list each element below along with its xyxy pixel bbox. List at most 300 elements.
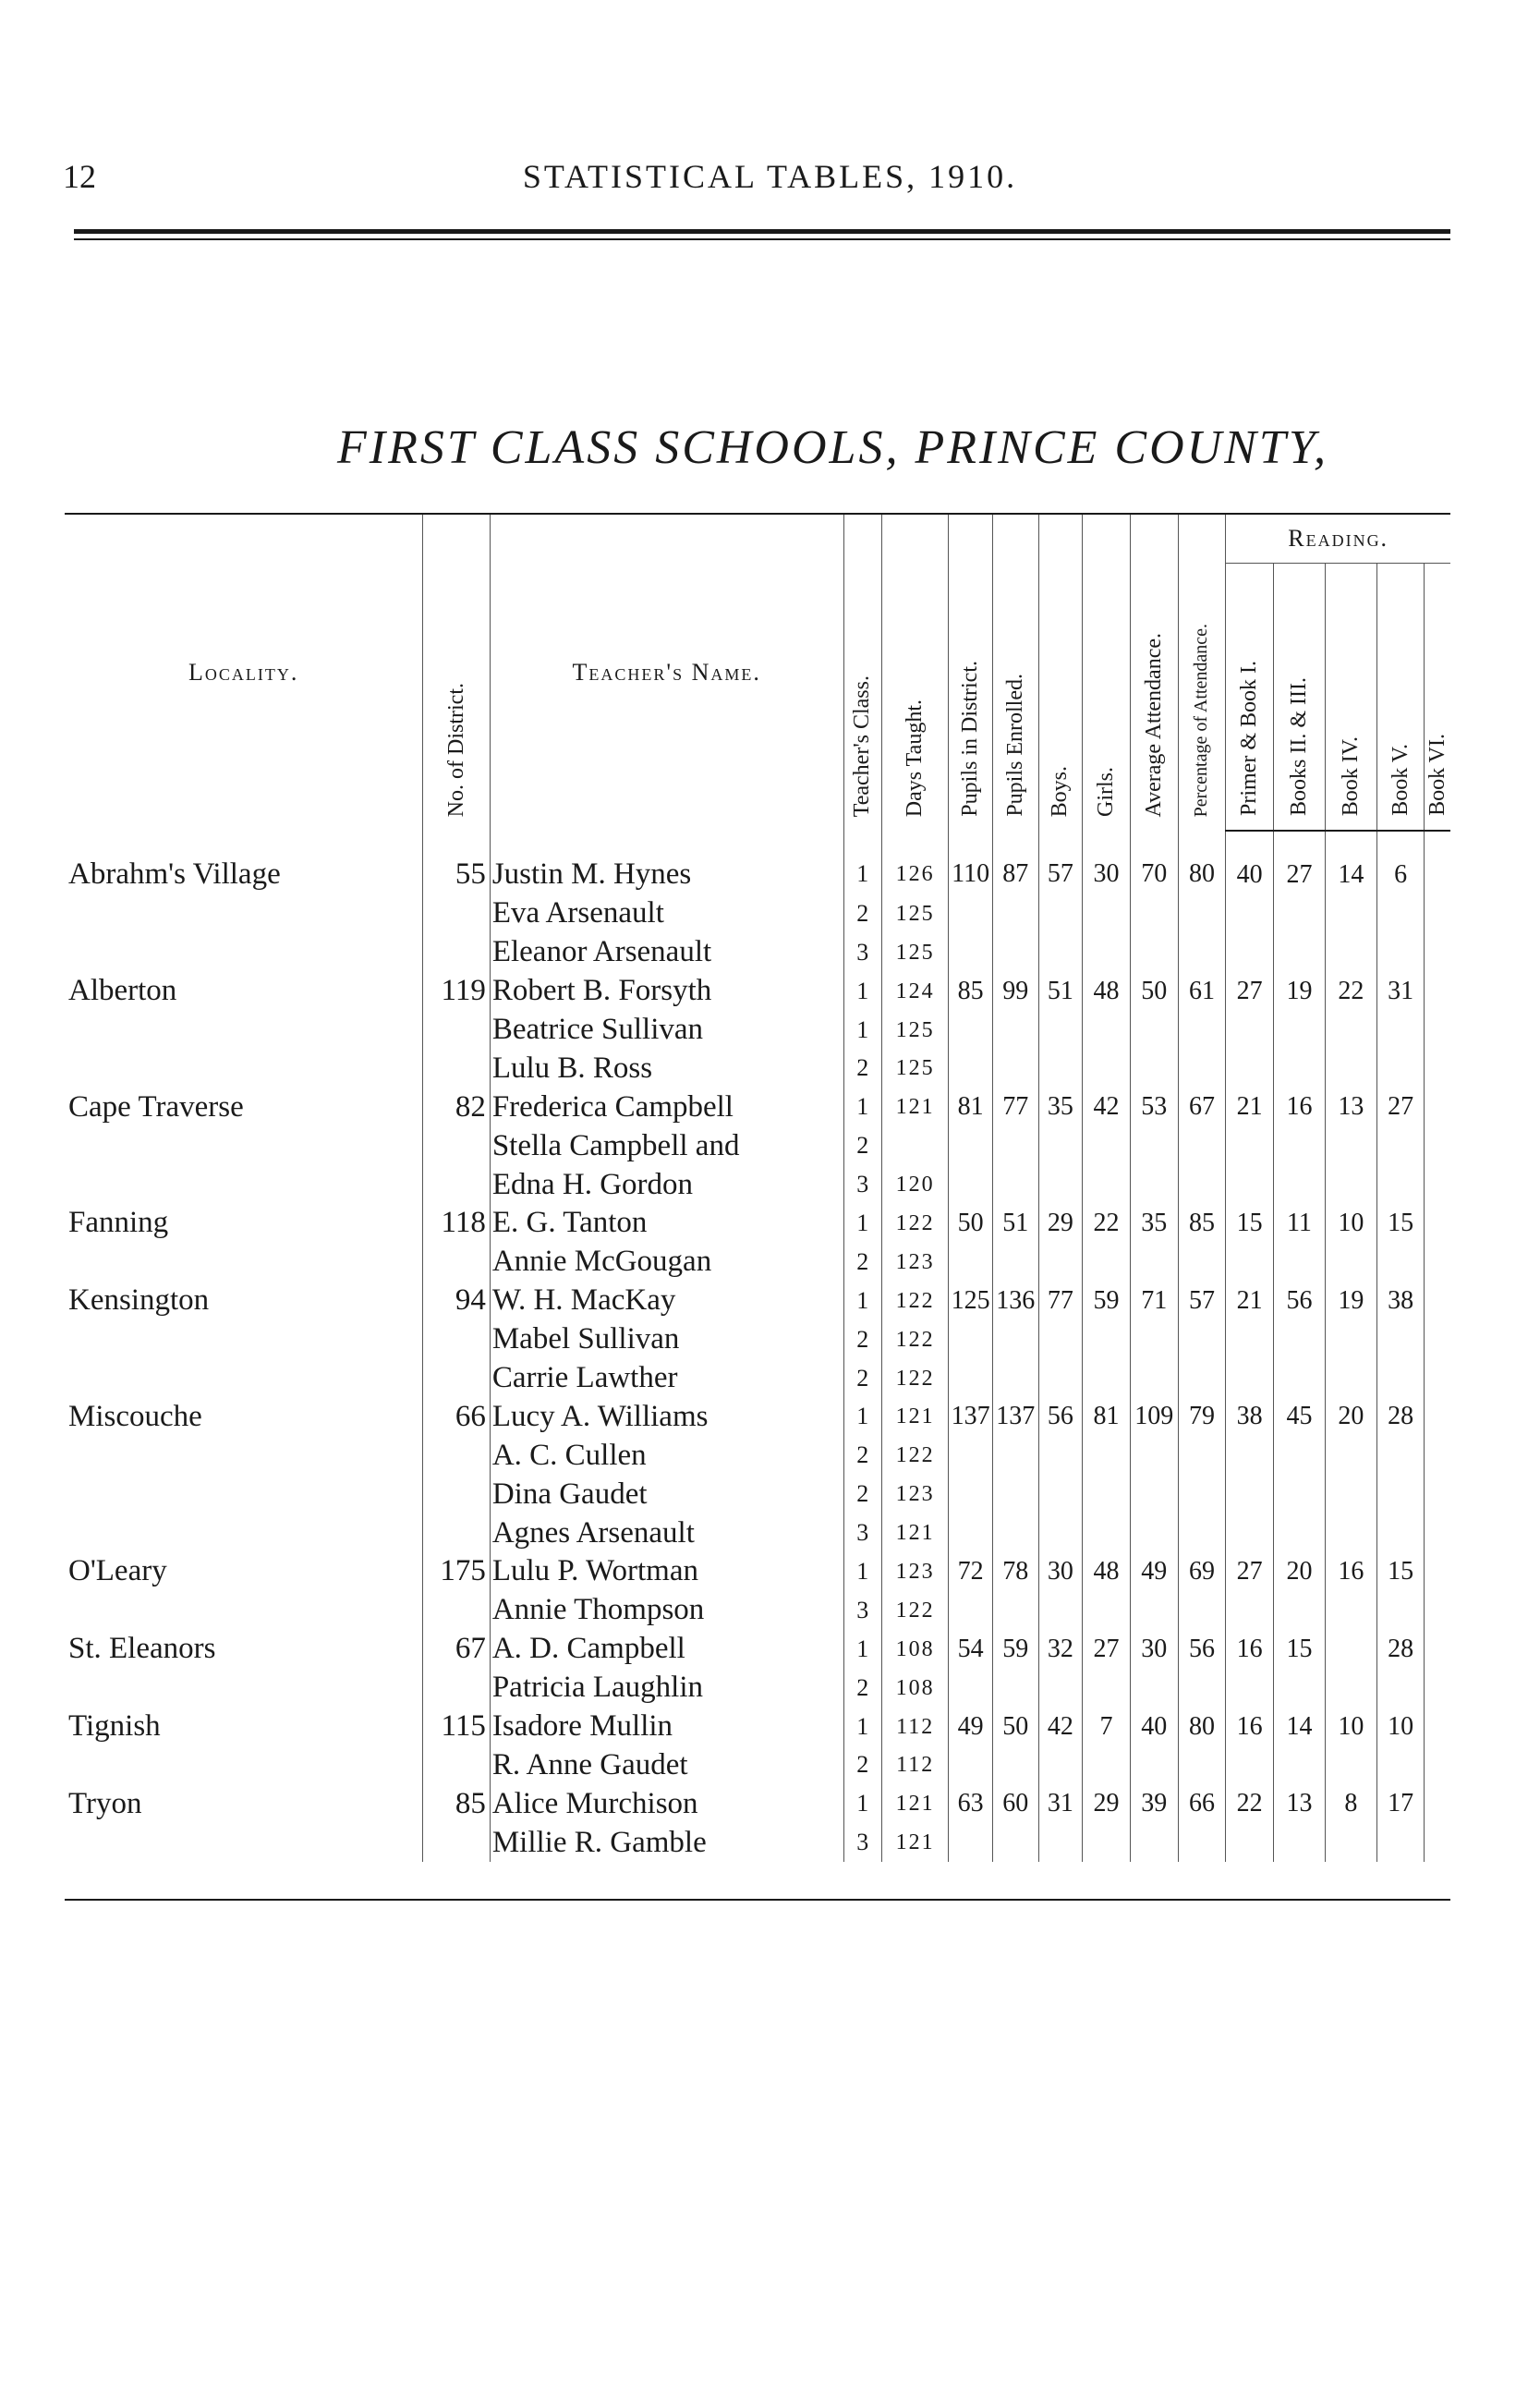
percentage-attendance-cell — [1178, 1320, 1226, 1359]
table-row — [65, 894, 1450, 933]
book-5-cell — [1376, 1436, 1425, 1475]
days-taught-cell: 121 — [881, 1784, 948, 1823]
locality-cell — [65, 1359, 423, 1398]
average-attendance-cell — [1130, 1359, 1178, 1398]
book-5-cell: 38 — [1376, 1282, 1425, 1320]
primer-book-1-cell: 16 — [1226, 1630, 1274, 1669]
boys-cell — [1038, 1745, 1083, 1784]
pupils-in-district-cell: 110 — [949, 831, 993, 894]
pupils-in-district-cell — [949, 1513, 993, 1552]
book-4-cell — [1325, 1669, 1376, 1708]
book-4-cell — [1325, 1359, 1376, 1398]
pupils-enrolled-cell: 51 — [992, 1204, 1038, 1243]
book-4-cell — [1325, 1436, 1376, 1475]
days-taught-cell: 122 — [881, 1320, 948, 1359]
district-no-cell: 85 — [423, 1784, 490, 1823]
pupils-in-district-cell — [949, 933, 993, 972]
average-attendance-cell: 50 — [1130, 972, 1178, 1011]
locality-cell — [65, 1165, 423, 1204]
table-row — [65, 1630, 1450, 1669]
average-attendance-cell — [1130, 1475, 1178, 1513]
average-attendance-cell: 40 — [1130, 1708, 1178, 1746]
girls-cell — [1083, 894, 1131, 933]
percentage-attendance-cell: 66 — [1178, 1784, 1226, 1823]
teacher-name-cell: Lulu P. Wortman — [490, 1552, 843, 1591]
table-row — [65, 933, 1450, 972]
average-attendance-cell — [1130, 1165, 1178, 1204]
teacher-name-cell: A. C. Cullen — [490, 1436, 843, 1475]
book-5-cell: 27 — [1376, 1088, 1425, 1126]
locality-cell: Kensington — [68, 1283, 210, 1318]
teacher-name-cell: Beatrice Sullivan — [490, 1011, 843, 1050]
teacher-name-cell: Mabel Sullivan — [490, 1320, 843, 1359]
books-2-3-cell — [1274, 1243, 1326, 1282]
book-4-cell — [1325, 933, 1376, 972]
girls-cell — [1083, 1126, 1131, 1165]
locality-cell — [65, 894, 423, 933]
average-attendance-cell: 53 — [1130, 1088, 1178, 1126]
header-girls: Girls. — [1083, 514, 1131, 831]
girls-cell: 81 — [1083, 1397, 1131, 1436]
table-row — [65, 1243, 1450, 1282]
primer-book-1-cell — [1226, 933, 1274, 972]
locality-cell: Alberton — [68, 974, 177, 1008]
locality-cell — [65, 1320, 423, 1359]
pupils-enrolled-cell: 87 — [992, 831, 1038, 894]
boys-cell — [1038, 1243, 1083, 1282]
teacher-class-cell: 3 — [843, 1591, 881, 1630]
days-taught-cell: 121 — [881, 1823, 948, 1862]
book-6-cell — [1425, 1436, 1450, 1475]
average-attendance-cell: 39 — [1130, 1784, 1178, 1823]
book-4-cell: 13 — [1325, 1088, 1376, 1126]
primer-book-1-cell — [1226, 1745, 1274, 1784]
average-attendance-cell: 70 — [1130, 831, 1178, 894]
days-taught-cell: 125 — [881, 1049, 948, 1088]
book-4-cell — [1325, 1011, 1376, 1050]
percentage-attendance-cell — [1178, 1165, 1226, 1204]
table-row — [65, 1049, 1450, 1088]
pupils-enrolled-cell: 136 — [992, 1282, 1038, 1320]
teacher-name-cell: Alice Murchison — [490, 1784, 843, 1823]
teacher-class-cell: 2 — [843, 1320, 881, 1359]
books-2-3-cell — [1274, 1823, 1326, 1862]
percentage-attendance-cell — [1178, 1049, 1226, 1088]
header-teacher-class: Teacher's Class. — [843, 514, 881, 831]
pupils-in-district-cell: 81 — [949, 1088, 993, 1126]
books-2-3-cell: 14 — [1274, 1708, 1326, 1746]
book-6-cell — [1425, 1669, 1450, 1708]
teacher-class-cell: 1 — [843, 1552, 881, 1591]
teacher-class-cell: 3 — [843, 933, 881, 972]
percentage-attendance-cell — [1178, 1436, 1226, 1475]
girls-cell: 7 — [1083, 1708, 1131, 1746]
locality-cell — [65, 1243, 423, 1282]
percentage-attendance-cell — [1178, 1591, 1226, 1630]
primer-book-1-cell: 27 — [1226, 1552, 1274, 1591]
book-5-cell: 31 — [1376, 972, 1425, 1011]
pupils-in-district-cell — [949, 1320, 993, 1359]
primer-book-1-cell: 22 — [1226, 1784, 1274, 1823]
book-4-cell — [1325, 1165, 1376, 1204]
teacher-class-cell: 2 — [843, 1745, 881, 1784]
pupils-enrolled-cell — [992, 1359, 1038, 1398]
percentage-attendance-cell — [1178, 1011, 1226, 1050]
primer-book-1-cell: 21 — [1226, 1282, 1274, 1320]
pupils-enrolled-cell: 59 — [992, 1630, 1038, 1669]
locality-cell — [65, 1011, 423, 1050]
pupils-in-district-cell: 50 — [949, 1204, 993, 1243]
teacher-name-cell: A. D. Campbell — [490, 1630, 843, 1669]
header-locality: Locality. — [65, 514, 423, 831]
table-bottom-rule — [65, 1899, 1450, 1901]
book-5-cell — [1376, 1320, 1425, 1359]
average-attendance-cell — [1130, 1243, 1178, 1282]
header-book-4: Book IV. — [1325, 564, 1376, 832]
pupils-enrolled-cell — [992, 1513, 1038, 1552]
teacher-name-cell: Millie R. Gamble — [490, 1823, 843, 1862]
book-4-cell: 22 — [1325, 972, 1376, 1011]
book-5-cell — [1376, 1126, 1425, 1165]
books-2-3-cell: 13 — [1274, 1784, 1326, 1823]
teacher-class-cell: 1 — [843, 1630, 881, 1669]
table-row — [65, 1745, 1450, 1784]
book-5-cell — [1376, 894, 1425, 933]
pupils-in-district-cell — [949, 1359, 993, 1398]
book-4-cell: 16 — [1325, 1552, 1376, 1591]
percentage-attendance-cell: 80 — [1178, 1708, 1226, 1746]
teacher-class-cell: 1 — [843, 1397, 881, 1436]
locality-cell: Fanning — [68, 1206, 169, 1240]
boys-cell: 57 — [1038, 831, 1083, 894]
book-4-cell — [1325, 1126, 1376, 1165]
book-6-cell — [1425, 1591, 1450, 1630]
pupils-in-district-cell — [949, 1011, 993, 1050]
percentage-attendance-cell — [1178, 1513, 1226, 1552]
header-book-6: Book VI. — [1425, 564, 1450, 832]
pupils-enrolled-cell — [992, 1320, 1038, 1359]
pupils-enrolled-cell: 99 — [992, 972, 1038, 1011]
teacher-class-cell: 2 — [843, 1049, 881, 1088]
boys-cell — [1038, 933, 1083, 972]
table-row — [65, 1088, 1450, 1126]
book-6-cell — [1425, 1397, 1450, 1436]
district-no-cell — [423, 1745, 490, 1784]
books-2-3-cell — [1274, 1591, 1326, 1630]
average-attendance-cell — [1130, 1669, 1178, 1708]
table-row — [65, 1513, 1450, 1552]
books-2-3-cell: 20 — [1274, 1552, 1326, 1591]
teacher-class-cell: 2 — [843, 1436, 881, 1475]
primer-book-1-cell — [1226, 1126, 1274, 1165]
pupils-in-district-cell — [949, 1243, 993, 1282]
pupils-enrolled-cell — [992, 933, 1038, 972]
teacher-name-cell: Eleanor Arsenault — [490, 933, 843, 972]
girls-cell — [1083, 1591, 1131, 1630]
girls-cell: 48 — [1083, 972, 1131, 1011]
average-attendance-cell — [1130, 1513, 1178, 1552]
district-no-cell — [423, 1823, 490, 1862]
days-taught-cell: 125 — [881, 1011, 948, 1050]
girls-cell: 27 — [1083, 1630, 1131, 1669]
district-no-cell — [423, 1126, 490, 1165]
teacher-name-cell: Stella Campbell and — [490, 1126, 843, 1165]
table-row — [65, 1436, 1450, 1475]
district-no-cell: 82 — [423, 1088, 490, 1126]
teacher-name-cell: Isadore Mullin — [490, 1708, 843, 1746]
locality-cell: Abrahm's Village — [68, 857, 281, 891]
books-2-3-cell — [1274, 1436, 1326, 1475]
percentage-attendance-cell: 61 — [1178, 972, 1226, 1011]
girls-cell — [1083, 1745, 1131, 1784]
average-attendance-cell: 35 — [1130, 1204, 1178, 1243]
primer-book-1-cell: 27 — [1226, 972, 1274, 1011]
district-no-cell — [423, 1513, 490, 1552]
books-2-3-cell — [1274, 1513, 1326, 1552]
percentage-attendance-cell: 79 — [1178, 1397, 1226, 1436]
days-taught-cell: 125 — [881, 894, 948, 933]
book-5-cell — [1376, 1591, 1425, 1630]
district-no-cell: 94 — [423, 1282, 490, 1320]
book-6-cell — [1425, 1708, 1450, 1746]
days-taught-cell: 124 — [881, 972, 948, 1011]
books-2-3-cell — [1274, 1126, 1326, 1165]
boys-cell: 30 — [1038, 1552, 1083, 1591]
header-books-2-3: Books II. & III. — [1274, 564, 1326, 832]
pupils-enrolled-cell — [992, 1011, 1038, 1050]
girls-cell — [1083, 1436, 1131, 1475]
percentage-attendance-cell — [1178, 933, 1226, 972]
pupils-in-district-cell — [949, 1165, 993, 1204]
boys-cell — [1038, 1591, 1083, 1630]
books-2-3-cell: 27 — [1274, 831, 1326, 894]
book-5-cell: 28 — [1376, 1630, 1425, 1669]
book-4-cell — [1325, 1243, 1376, 1282]
pupils-enrolled-cell — [992, 1436, 1038, 1475]
boys-cell — [1038, 1359, 1083, 1398]
primer-book-1-cell — [1226, 1320, 1274, 1359]
book-5-cell — [1376, 1165, 1425, 1204]
table-row — [65, 1708, 1450, 1746]
teacher-name-cell: Robert B. Forsyth — [490, 972, 843, 1011]
primer-book-1-cell — [1226, 1359, 1274, 1398]
book-4-cell: 20 — [1325, 1397, 1376, 1436]
book-5-cell: 15 — [1376, 1204, 1425, 1243]
pupils-enrolled-cell — [992, 1049, 1038, 1088]
teacher-name-cell: Lucy A. Williams — [490, 1397, 843, 1436]
locality-cell — [65, 1126, 423, 1165]
locality-cell: Cape Traverse — [68, 1089, 244, 1124]
book-4-cell — [1325, 1745, 1376, 1784]
books-2-3-cell — [1274, 1745, 1326, 1784]
primer-book-1-cell — [1226, 1591, 1274, 1630]
primer-book-1-cell — [1226, 894, 1274, 933]
book-6-cell — [1425, 1745, 1450, 1784]
book-5-cell — [1376, 1513, 1425, 1552]
pupils-enrolled-cell: 60 — [992, 1784, 1038, 1823]
pupils-in-district-cell: 125 — [949, 1282, 993, 1320]
pupils-enrolled-cell — [992, 1669, 1038, 1708]
district-no-cell: 175 — [423, 1552, 490, 1591]
district-no-cell: 119 — [423, 972, 490, 1011]
average-attendance-cell: 30 — [1130, 1630, 1178, 1669]
book-6-cell — [1425, 1320, 1450, 1359]
teacher-class-cell: 2 — [843, 894, 881, 933]
table-row — [65, 1475, 1450, 1513]
pupils-in-district-cell — [949, 1126, 993, 1165]
district-no-cell: 118 — [423, 1204, 490, 1243]
average-attendance-cell — [1130, 1011, 1178, 1050]
books-2-3-cell — [1274, 933, 1326, 972]
average-attendance-cell: 71 — [1130, 1282, 1178, 1320]
pupils-in-district-cell — [949, 1823, 993, 1862]
header-percentage-attendance: Percentage of Attendance. — [1178, 514, 1226, 831]
header-primer-book-1: Primer & Book I. — [1226, 564, 1274, 832]
percentage-attendance-cell — [1178, 1475, 1226, 1513]
header-reading-group: Reading. — [1226, 514, 1450, 564]
table-row — [65, 1320, 1450, 1359]
table-row — [65, 1282, 1450, 1320]
locality-cell: St. Eleanors — [68, 1632, 216, 1666]
girls-cell — [1083, 1011, 1131, 1050]
percentage-attendance-cell: 80 — [1178, 831, 1226, 894]
teacher-name-cell: Edna H. Gordon — [490, 1165, 843, 1204]
primer-book-1-cell: 40 — [1226, 831, 1274, 894]
percentage-attendance-cell — [1178, 1243, 1226, 1282]
book-5-cell — [1376, 1243, 1425, 1282]
pupils-in-district-cell: 63 — [949, 1784, 993, 1823]
percentage-attendance-cell — [1178, 1745, 1226, 1784]
girls-cell — [1083, 1320, 1131, 1359]
teacher-name-cell: Carrie Lawther — [490, 1359, 843, 1398]
girls-cell: 29 — [1083, 1784, 1131, 1823]
books-2-3-cell — [1274, 1475, 1326, 1513]
book-5-cell: 10 — [1376, 1708, 1425, 1746]
percentage-attendance-cell: 57 — [1178, 1282, 1226, 1320]
book-5-cell — [1376, 1049, 1425, 1088]
pupils-in-district-cell: 137 — [949, 1397, 993, 1436]
average-attendance-cell — [1130, 1745, 1178, 1784]
boys-cell: 42 — [1038, 1708, 1083, 1746]
boys-cell — [1038, 1513, 1083, 1552]
locality-cell — [65, 1049, 423, 1088]
district-no-cell — [423, 1591, 490, 1630]
average-attendance-cell — [1130, 894, 1178, 933]
pupils-enrolled-cell: 50 — [992, 1708, 1038, 1746]
percentage-attendance-cell: 67 — [1178, 1088, 1226, 1126]
percentage-attendance-cell — [1178, 1359, 1226, 1398]
book-6-cell — [1425, 1513, 1450, 1552]
girls-cell — [1083, 1823, 1131, 1862]
locality-cell — [65, 933, 423, 972]
teacher-name-cell: Dina Gaudet — [490, 1475, 843, 1513]
book-6-cell — [1425, 1475, 1450, 1513]
locality-cell — [65, 1823, 423, 1862]
pupils-in-district-cell: 54 — [949, 1630, 993, 1669]
book-6-cell — [1425, 972, 1450, 1011]
percentage-attendance-cell: 69 — [1178, 1552, 1226, 1591]
primer-book-1-cell — [1226, 1011, 1274, 1050]
district-no-cell: 67 — [423, 1630, 490, 1669]
table-row — [65, 1823, 1450, 1862]
days-taught-cell — [881, 1126, 948, 1165]
book-6-cell — [1425, 1823, 1450, 1862]
book-6-cell — [1425, 933, 1450, 972]
district-no-cell — [423, 1359, 490, 1398]
teacher-class-cell: 2 — [843, 1359, 881, 1398]
table-row — [65, 1784, 1450, 1823]
book-4-cell — [1325, 1513, 1376, 1552]
book-4-cell — [1325, 1823, 1376, 1862]
teacher-name-cell: Eva Arsenault — [490, 894, 843, 933]
table-row — [65, 1552, 1450, 1591]
girls-cell: 59 — [1083, 1282, 1131, 1320]
table-title: FIRST CLASS SCHOOLS, PRINCE COUNTY, — [337, 421, 1328, 474]
girls-cell — [1083, 1475, 1131, 1513]
book-4-cell — [1325, 1591, 1376, 1630]
primer-book-1-cell — [1226, 1243, 1274, 1282]
boys-cell — [1038, 1823, 1083, 1862]
average-attendance-cell — [1130, 1823, 1178, 1862]
pupils-enrolled-cell — [992, 1745, 1038, 1784]
primer-book-1-cell: 15 — [1226, 1204, 1274, 1243]
percentage-attendance-cell: 85 — [1178, 1204, 1226, 1243]
pupils-in-district-cell — [949, 1745, 993, 1784]
books-2-3-cell — [1274, 1359, 1326, 1398]
books-2-3-cell: 16 — [1274, 1088, 1326, 1126]
teacher-class-cell: 1 — [843, 831, 881, 894]
average-attendance-cell — [1130, 933, 1178, 972]
boys-cell: 32 — [1038, 1630, 1083, 1669]
teacher-name-cell: Agnes Arsenault — [490, 1513, 843, 1552]
days-taught-cell: 122 — [881, 1436, 948, 1475]
teacher-name-cell: Lulu B. Ross — [490, 1049, 843, 1088]
book-5-cell — [1376, 1669, 1425, 1708]
book-5-cell: 28 — [1376, 1397, 1425, 1436]
locality-cell: Tignish — [68, 1709, 161, 1744]
girls-cell — [1083, 933, 1131, 972]
percentage-attendance-cell — [1178, 1823, 1226, 1862]
teacher-name-cell: Annie Thompson — [490, 1591, 843, 1630]
primer-book-1-cell — [1226, 1823, 1274, 1862]
books-2-3-cell: 15 — [1274, 1630, 1326, 1669]
days-taught-cell: 112 — [881, 1708, 948, 1746]
books-2-3-cell — [1274, 1669, 1326, 1708]
locality-cell — [65, 1745, 423, 1784]
table-header — [65, 514, 1450, 831]
days-taught-cell: 121 — [881, 1513, 948, 1552]
girls-cell: 30 — [1083, 831, 1131, 894]
average-attendance-cell: 49 — [1130, 1552, 1178, 1591]
teacher-class-cell: 3 — [843, 1823, 881, 1862]
pupils-enrolled-cell — [992, 1243, 1038, 1282]
boys-cell — [1038, 1475, 1083, 1513]
boys-cell: 31 — [1038, 1784, 1083, 1823]
locality-cell — [65, 1513, 423, 1552]
percentage-attendance-cell — [1178, 1126, 1226, 1165]
book-5-cell: 6 — [1376, 831, 1425, 894]
header-average-attendance: Average Attendance. — [1130, 514, 1178, 831]
teacher-name-cell: Annie McGougan — [490, 1243, 843, 1282]
book-4-cell: 19 — [1325, 1282, 1376, 1320]
books-2-3-cell — [1274, 1049, 1326, 1088]
book-5-cell — [1376, 1475, 1425, 1513]
teacher-name-cell: W. H. MacKay — [490, 1282, 843, 1320]
book-4-cell — [1325, 1049, 1376, 1088]
pupils-in-district-cell — [949, 1049, 993, 1088]
book-4-cell: 14 — [1325, 831, 1376, 894]
boys-cell — [1038, 1320, 1083, 1359]
